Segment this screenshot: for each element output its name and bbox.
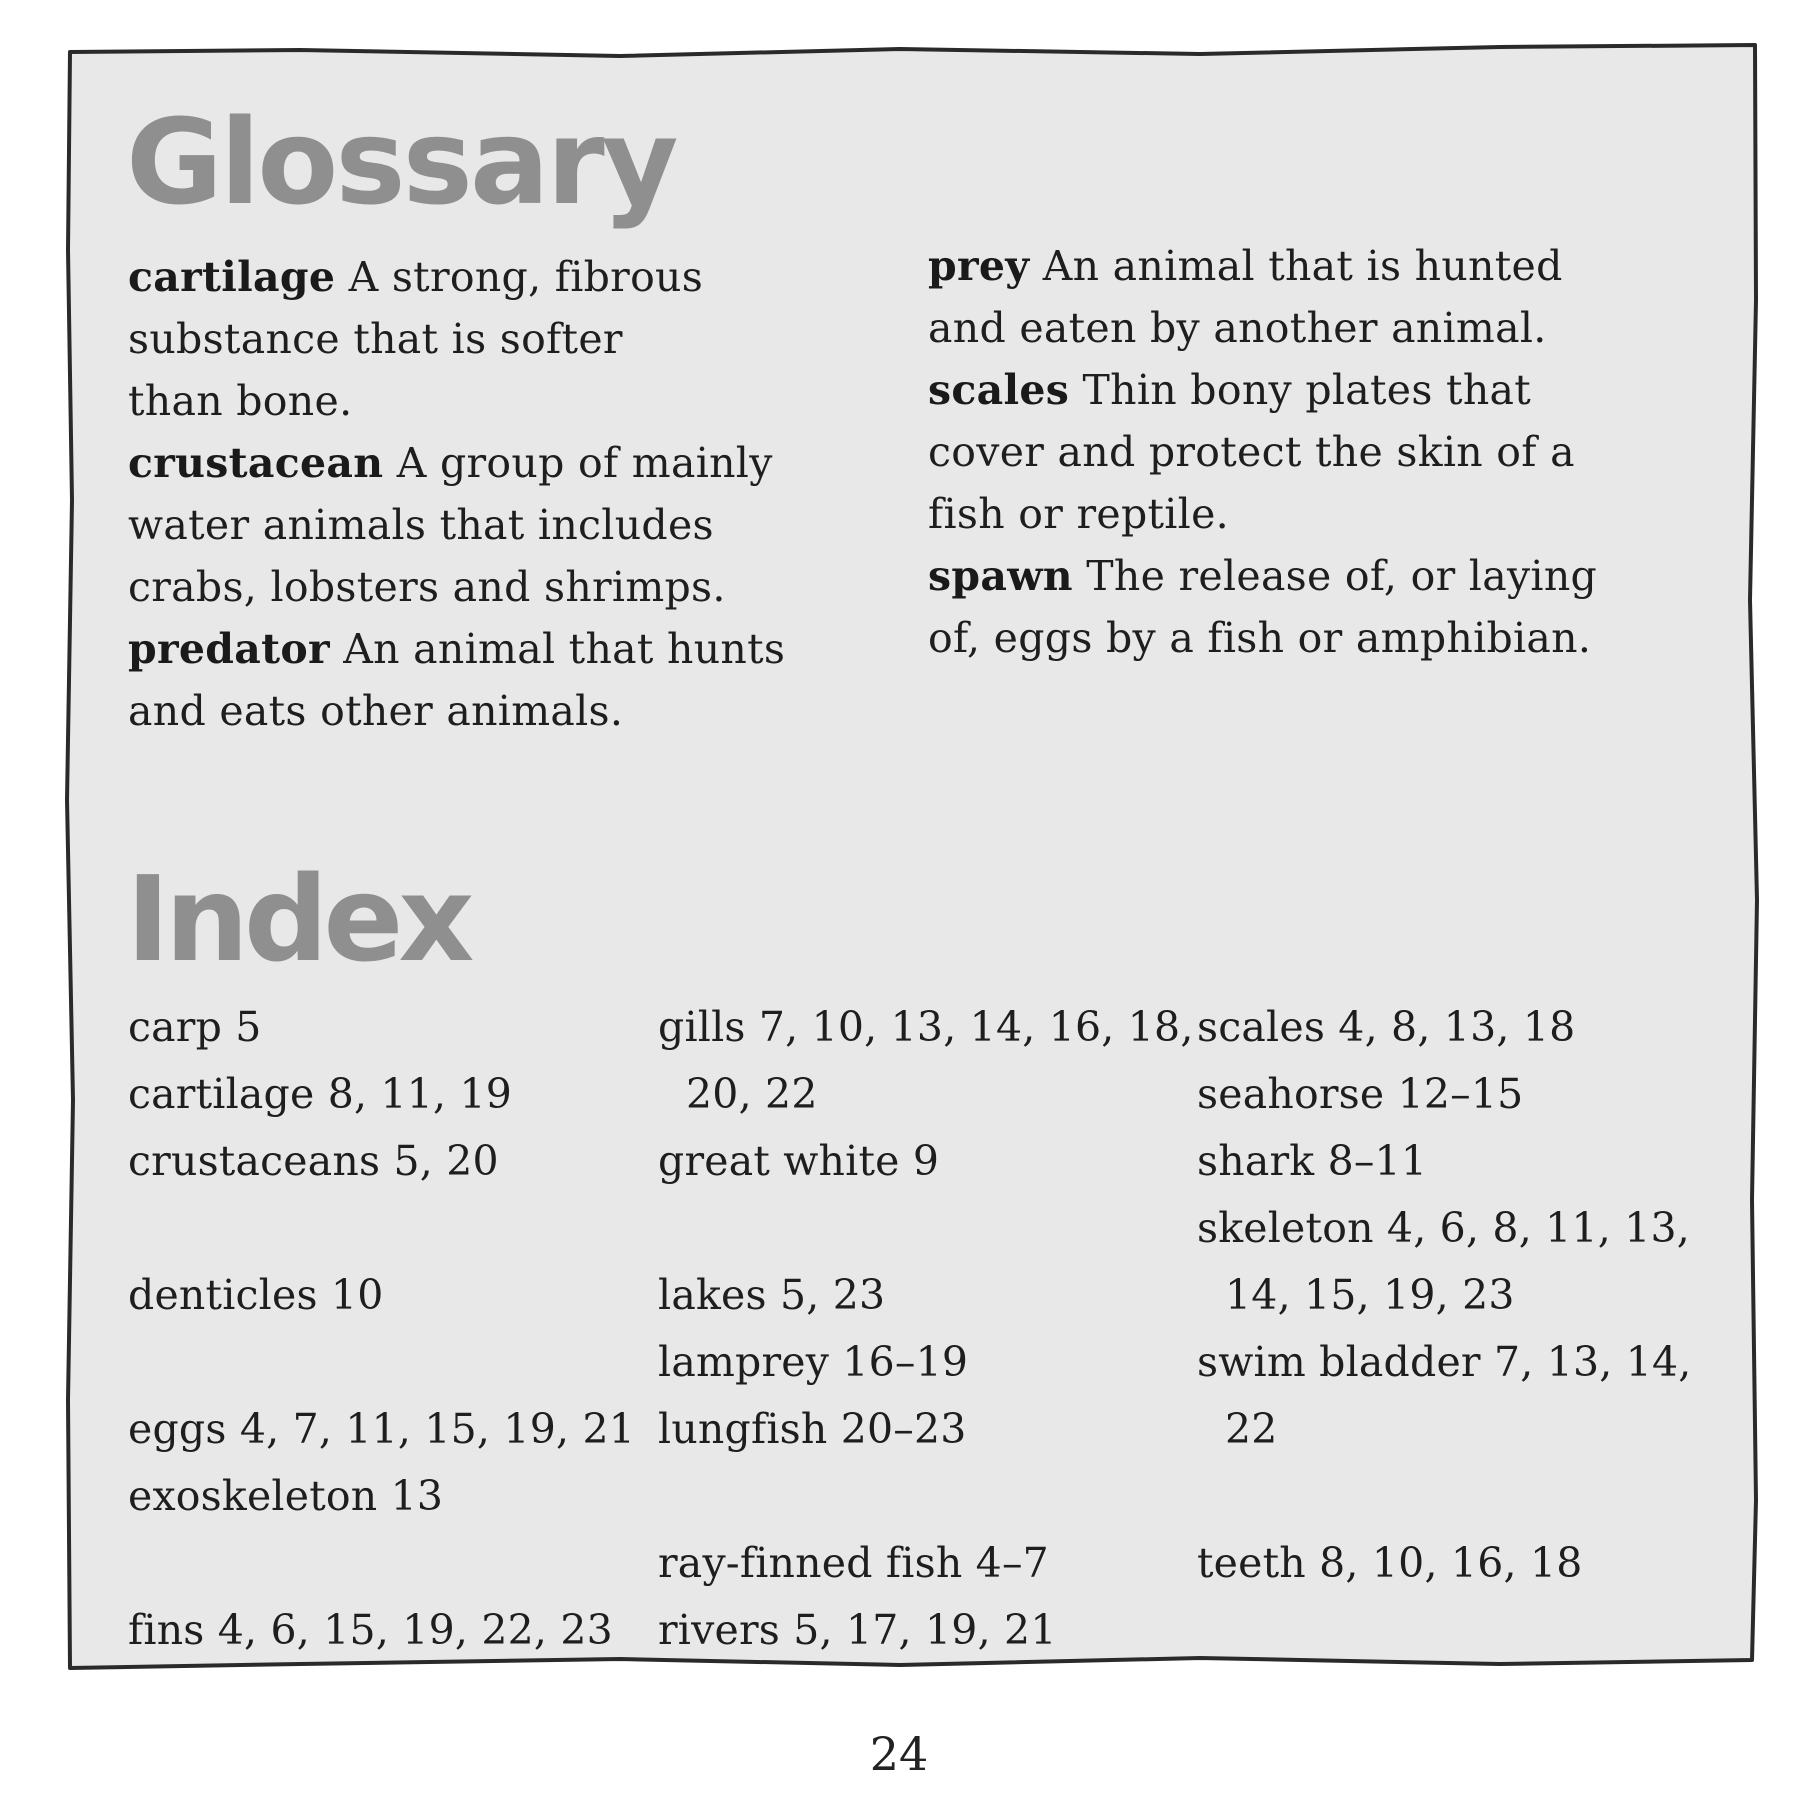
index-entry: seahorse 12–15: [1197, 1070, 1524, 1118]
index-blank-row: [128, 1195, 648, 1262]
index-title: Index: [126, 850, 470, 988]
index-entry: exoskeleton 13: [128, 1472, 444, 1520]
index-blank-row: [658, 1195, 1178, 1262]
glossary-term: cartilage: [128, 253, 336, 301]
glossary-definition-line: fish or reptile.: [928, 490, 1229, 538]
index-entry: lamprey 16–19: [658, 1338, 969, 1386]
index-blank-row: [1197, 1597, 1717, 1664]
glossary-definition-line: substance that is softer: [128, 315, 623, 363]
glossary-term: scales: [928, 366, 1070, 414]
index-entry: shark 8–11: [1197, 1137, 1428, 1185]
index-blank-row: [128, 1329, 648, 1396]
index-entry: eggs 4, 7, 11, 15, 19, 21: [128, 1405, 636, 1453]
index-entry: lakes 5, 23: [658, 1271, 886, 1319]
index-entry-continuation: 22: [1225, 1405, 1278, 1453]
index-entry: rivers 5, 17, 19, 21: [658, 1606, 1057, 1654]
glossary-definition-line: of, eggs by a fish or amphibian.: [928, 614, 1592, 662]
index-blank-row: [1197, 1463, 1717, 1530]
glossary-entry-scales: [928, 359, 1698, 545]
glossary-title: Glossary: [126, 93, 676, 231]
index-entry: fins 4, 6, 15, 19, 22, 23: [128, 1606, 613, 1654]
index-entry-continuation: 14, 15, 19, 23: [1225, 1271, 1515, 1319]
glossary-definition-line: Thin bony plates that: [1069, 366, 1532, 414]
glossary-definition-line: A group of mainly: [383, 439, 773, 487]
index-column-2: [658, 994, 1194, 1664]
glossary-definition-line: An animal that hunts: [329, 625, 786, 673]
glossary-definition-line: A strong, fibrous: [335, 253, 704, 301]
index-blank-row: [658, 1463, 1178, 1530]
glossary-left-column: [128, 246, 858, 742]
page-number: 24: [869, 1727, 929, 1781]
index-entry: ray-finned fish 4–7: [658, 1539, 1049, 1587]
index-entry: gills 7, 10, 13, 14, 16, 18,: [658, 1003, 1194, 1051]
glossary-entry-predator: [128, 618, 858, 742]
glossary-term: spawn: [928, 552, 1073, 600]
glossary-entry-crustacean: [128, 432, 858, 618]
index-blank-row: [128, 1530, 648, 1597]
glossary-term: predator: [128, 625, 330, 673]
glossary-definition-line: than bone.: [128, 377, 353, 425]
index-entry: teeth 8, 10, 16, 18: [1197, 1539, 1583, 1587]
index-entry: lungfish 20–23: [658, 1405, 967, 1453]
index-entry: denticles 10: [128, 1271, 384, 1319]
glossary-definition-line: An animal that is hunted: [1029, 242, 1563, 290]
glossary-entry-cartilage: [128, 246, 858, 432]
index-entry: cartilage 8, 11, 19: [128, 1070, 513, 1118]
glossary-entry-spawn: [928, 545, 1698, 669]
glossary-definition-line: and eats other animals.: [128, 687, 624, 735]
glossary-term: crustacean: [128, 439, 384, 487]
glossary-definition-line: water animals that includes: [128, 501, 714, 549]
glossary-definition-line: and eaten by another animal.: [928, 304, 1547, 352]
index-entry: swim bladder 7, 13, 14,: [1197, 1338, 1692, 1386]
index-column-1: [128, 994, 648, 1664]
glossary-definition-line: cover and protect the skin of a: [928, 428, 1575, 476]
glossary-definition-line: crabs, lobsters and shrimps.: [128, 563, 726, 611]
index-entry: skeleton 4, 6, 8, 11, 13,: [1197, 1204, 1691, 1252]
index-entry: scales 4, 8, 13, 18: [1197, 1003, 1576, 1051]
index-column-3: [1197, 994, 1717, 1664]
index-entry: carp 5: [128, 1003, 262, 1051]
index-entry: crustaceans 5, 20: [128, 1137, 499, 1185]
glossary-right-column: [928, 235, 1698, 669]
index-entry: great white 9: [658, 1137, 940, 1185]
glossary-term: prey: [928, 242, 1030, 290]
glossary-entry-prey: [928, 235, 1698, 359]
glossary-definition-line: The release of, or laying: [1072, 552, 1598, 600]
index-entry-continuation: 20, 22: [686, 1070, 818, 1118]
